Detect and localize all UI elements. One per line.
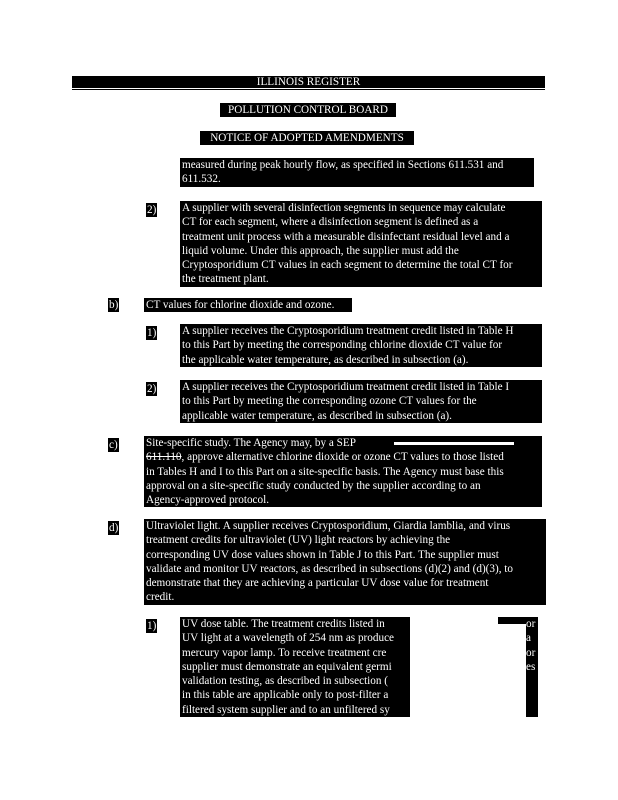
text-line: Agency-approved protocol.: [146, 494, 270, 507]
occluding-box: [410, 624, 526, 720]
text-fragment: or: [526, 646, 536, 659]
label-text: 2): [147, 204, 157, 216]
text-line: UV dose table. The treatment credits listed in: [182, 618, 385, 630]
strikethrough-text: 611.110: [146, 451, 182, 464]
text-line: Ultraviolet light. A supplier receives Cryptosporidium, Giardia lamblia, and virus: [146, 520, 511, 532]
text-line: CT for each segment, where a disinfection segment is defined as a: [182, 216, 479, 229]
label-text: 2): [147, 383, 157, 395]
label-text: b): [109, 299, 119, 311]
text-line: in Tables H and I to this Part on a site-specific basis. The Agency must base this: [146, 465, 504, 478]
label-text: d): [109, 522, 119, 534]
text-line: Cryptosporidium CT values in each segment to determine the total CT for: [182, 259, 513, 272]
text-fragment: a: [526, 632, 531, 645]
text-line: CT values for chlorine dioxide and ozone.: [146, 299, 335, 311]
paragraph-a2: [180, 201, 542, 287]
register-title-text: ILLINOIS REGISTER: [256, 76, 361, 88]
text-line: in this table are applicable only to post-filter a: [182, 689, 389, 702]
text-line: [146, 436, 540, 450]
text-fragment: or: [526, 618, 536, 630]
text-fragment: es: [526, 660, 536, 673]
notice-title-text: NOTICE OF ADOPTED AMENDMENTS: [210, 132, 404, 144]
occluding-box-top: [410, 617, 498, 625]
paragraph-c: [144, 436, 542, 507]
text-line: corresponding UV dose values shown in Table J to this Part. The supplier must: [146, 548, 499, 561]
board-title: [220, 103, 396, 117]
text-line: A supplier with several disinfection segments in sequence may calculate: [182, 202, 506, 214]
text-line: liquid volume. Under this approach, the supplier must add the: [182, 244, 459, 257]
text-line: mercury vapor lamp. To receive treatment cre: [182, 646, 387, 659]
text-line: validate and monitor UV reactors, as described in subsections (d)(2) and (d)(3), to: [146, 562, 514, 575]
text-fragment: , approve alternative chlorine dioxide or ozone CT values to those listed: [181, 451, 504, 464]
text-line: to this Part by meeting the corresponding chlorine dioxide CT value for: [182, 339, 503, 352]
text-line: applicable water temperature, as described in subsection (a).: [182, 409, 452, 422]
text-line: the treatment plant.: [182, 273, 269, 286]
label-text: 1): [147, 620, 157, 632]
section-label: [108, 438, 119, 452]
subsection-label: [146, 326, 157, 340]
text-line: A supplier receives the Cryptosporidium treatment credit listed in Table I: [182, 381, 510, 393]
text-line: credit.: [146, 591, 175, 604]
subsection-label: [146, 203, 157, 217]
text-line: demonstrate that they are achieving a particular UV dose value for treatment: [146, 577, 489, 590]
text-line: treatment credits for ultraviolet (UV) light reactors by achieving the: [146, 534, 451, 547]
section-label: [108, 521, 119, 535]
redacted-fragment: [394, 442, 514, 445]
text-line: measured during peak hourly flow, as specified in Sections 611.531 and: [182, 159, 504, 171]
section-label: [108, 298, 119, 312]
label-text: c): [109, 439, 118, 451]
paragraph-continuation: [180, 158, 534, 187]
text-line: approval on a site-specific study conducted by the supplier according to an: [146, 479, 481, 492]
text-line: filtered system supplier and to an unfiltered sy: [182, 703, 390, 716]
paragraph-b-heading: [144, 298, 352, 312]
text-fragment: Site-specific study. The Agency may, by a SEP: [146, 437, 356, 449]
text-line: the applicable water temperature, as described in subsection (a).: [182, 353, 469, 366]
label-text: 1): [147, 327, 157, 339]
text-line: supplier must demonstrate an equivalent germi: [182, 660, 392, 673]
subsection-label: [146, 382, 157, 396]
board-title-text: POLLUTION CONTROL BOARD: [228, 104, 388, 116]
text-line: treatment unit process with a measurable disinfectant residual level and a: [182, 230, 510, 243]
text-line: [146, 450, 540, 464]
paragraph-b1: [180, 324, 542, 367]
subsection-label: [146, 619, 157, 633]
notice-title: [200, 131, 414, 145]
paragraph-b2: [180, 380, 542, 423]
header-rule: [72, 89, 545, 90]
text-line: 611.532.: [182, 173, 221, 186]
text-line: validation testing, as described in subsection (: [182, 675, 388, 688]
text-line: A supplier receives the Cryptosporidium treatment credit listed in Table H: [182, 325, 514, 337]
right-edge-fragments: [526, 617, 538, 717]
text-line: to this Part by meeting the corresponding ozone CT values for the: [182, 395, 477, 408]
register-title: [72, 76, 545, 88]
text-line: UV light at a wavelength of 254 nm as produce: [182, 632, 394, 645]
paragraph-d: [144, 519, 546, 605]
